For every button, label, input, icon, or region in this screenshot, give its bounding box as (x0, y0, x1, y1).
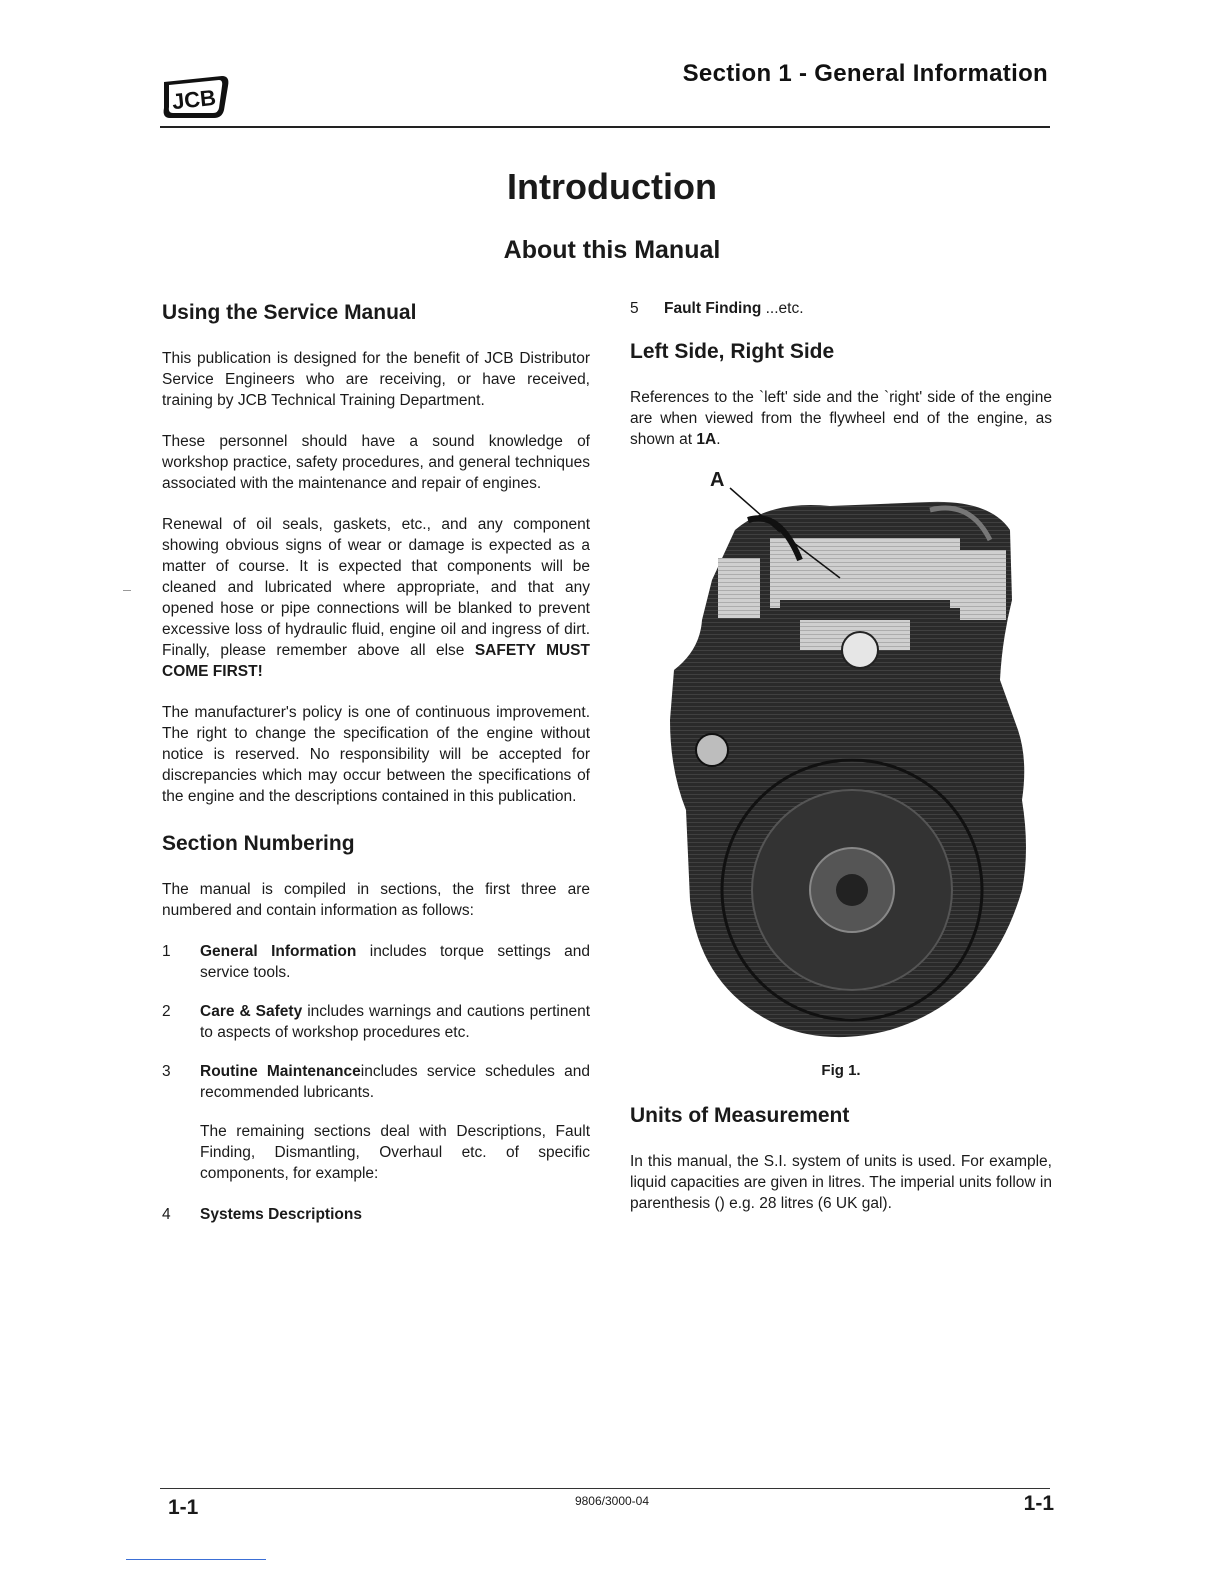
list-item (162, 1204, 590, 1225)
page-number-left: 1-1 (168, 1496, 199, 1519)
list-number: 2 (162, 1003, 171, 1020)
list-title: Fault Finding (664, 300, 762, 317)
svg-text:JCB: JCB (170, 84, 218, 115)
units-paragraph: In this manual, the S.I. system of units is used. For example, liquid capacities are given in litres. The imperial units follow in parenthesis () e.g. 28 litres (6 UK gal). (630, 1153, 1052, 1212)
sides-end: . (716, 431, 721, 448)
list-text: includes warnings and cautions pertinent to aspects of workshop procedures etc. (200, 1003, 591, 1041)
list-number: 3 (162, 1063, 171, 1080)
using-paragraph-3 (162, 514, 590, 682)
page-number-right: 1-1 (1023, 1492, 1054, 1515)
engine-photo (630, 470, 1052, 1050)
footer-divider (160, 1488, 1050, 1489)
sides-paragraph (630, 387, 1052, 450)
numbering-intro: The manual is compiled in sections, the first three are numbered and contain information as follows: (162, 881, 590, 919)
safety-first-text: SAFETY MUST COME FIRST! (162, 642, 590, 680)
right-column (630, 298, 1052, 1234)
using-paragraph-2: These personnel should have a sound knowledge of workshop practice, safety procedures, and general techniques associated with the maintenance and repair of engines. (162, 433, 590, 492)
remaining-sections-text: The remaining sections deal with Descriptions, Fault Finding, Dismantling, Overhaul etc. of specific components, for example: (200, 1123, 590, 1182)
list-text: includes service schedules and recommended lubricants. (200, 1063, 590, 1101)
link-underline (126, 1559, 266, 1560)
list-text: includes torque settings and service tools. (200, 943, 590, 981)
list-title: Routine Maintenance (200, 1063, 361, 1080)
list-number: 4 (162, 1206, 171, 1223)
left-column (162, 300, 590, 1243)
figure-reference: 1A (696, 431, 717, 448)
using-paragraph-1: This publication is designed for the benefit of JCB Distributor Service Engineers who are receiving, or have received, training by JCB Technical Training Department. (162, 350, 590, 409)
list-title: Care & Safety (200, 1003, 303, 1020)
page-title: Introduction (507, 166, 717, 207)
units-heading: Units of Measurement (630, 1104, 850, 1127)
list-number: 1 (162, 943, 171, 960)
figure-caption: Fig 1. (821, 1062, 861, 1079)
list-item (162, 1001, 590, 1043)
using-heading: Using the Service Manual (162, 301, 417, 324)
document-code: 9806/3000-04 (574, 1494, 650, 1508)
list-title: General Information (200, 943, 357, 960)
margin-mark (123, 590, 131, 591)
numbering-heading: Section Numbering (162, 832, 355, 855)
jcb-logo (160, 72, 232, 122)
sides-heading: Left Side, Right Side (630, 340, 835, 363)
sides-text: References to the `left' side and the `right' side of the engine are when viewed from the flywheel end of the engine, as shown at (630, 389, 1052, 448)
list-title: Systems Descriptions (200, 1206, 362, 1223)
using-paragraph-4: The manufacturer's policy is one of continuous improvement. The right to change the specification of the engine without notice is reserved. No responsibility will be accepted for discrepancies which may occur between the specifications of the engine and the descriptions contained in this publication. (162, 704, 590, 805)
list-item (162, 941, 590, 983)
section-title: Section 1 - General Information (682, 60, 1048, 87)
figure-callout-letter: A (710, 469, 725, 491)
engine-figure (630, 470, 1052, 1050)
header-divider (160, 126, 1050, 128)
using-paragraph-3-text: Renewal of oil seals, gaskets, etc., and any component showing obvious signs of wear or damage is expected as a matter of course. It is expected that components will be cleaned and lubricated where appropriate, and that any opened hose or pipe connections will be blanked to prevent excessive loss of hydraulic fluid, engine oil and ingress of dirt. Finally, please remember above all else (162, 516, 590, 659)
list-item (162, 1061, 590, 1103)
list-item (630, 298, 1052, 319)
page-subtitle: About this Manual (503, 236, 721, 264)
list-number: 5 (630, 300, 639, 317)
list-text: ...etc. (761, 300, 804, 317)
